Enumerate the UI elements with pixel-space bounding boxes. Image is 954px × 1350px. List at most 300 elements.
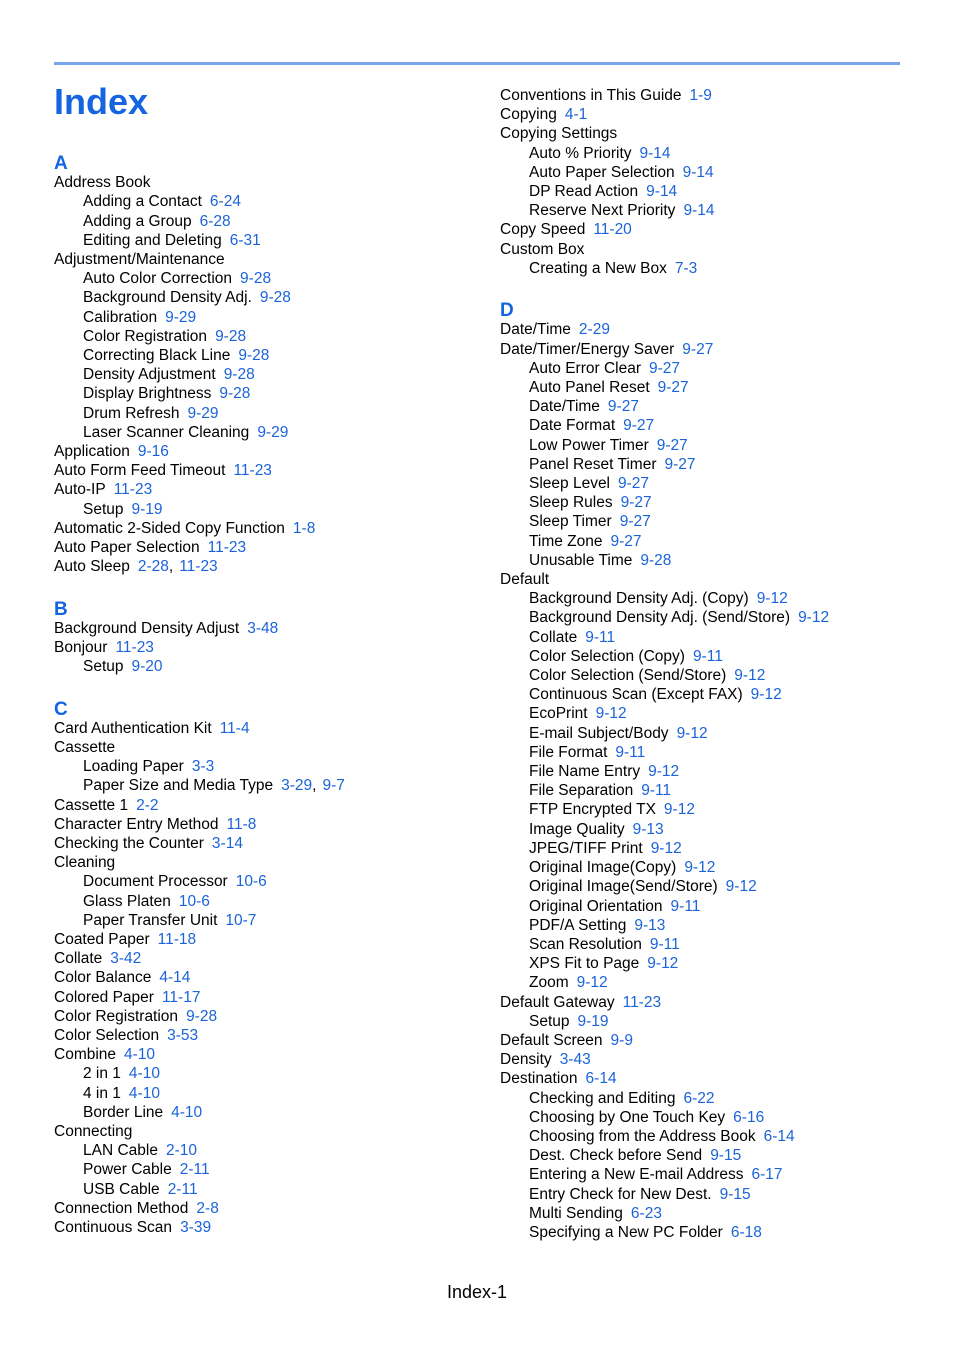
page-reference-link[interactable]: 9-14	[683, 202, 715, 220]
index-term: Background Density Adj. (Copy)	[529, 590, 749, 608]
page-reference-link[interactable]: 9-12	[798, 609, 830, 627]
index-term: USB Cable	[83, 1180, 160, 1198]
page-reference-link[interactable]: 9-27	[607, 398, 639, 416]
index-entry	[54, 834, 474, 853]
index-term: Adding a Group	[83, 212, 192, 230]
index-entry	[500, 86, 920, 105]
index-term: Application	[54, 443, 130, 461]
index-term: Calibration	[83, 308, 158, 326]
index-term: Default Gateway	[500, 993, 615, 1011]
index-term: PDF/A Setting	[529, 916, 627, 934]
index-term: Multi Sending	[529, 1204, 623, 1222]
index-entry	[54, 796, 474, 815]
page-reference-link[interactable]: 11-18	[157, 931, 197, 949]
index-subentry	[500, 493, 920, 512]
index-term: Density Adjustment	[83, 366, 216, 384]
index-term: Auto Form Feed Timeout	[54, 462, 226, 480]
index-term: Custom Box	[500, 240, 585, 258]
index-subentry	[54, 872, 474, 891]
page-reference-link[interactable]: 9-14	[682, 163, 714, 181]
page-reference-link[interactable]: 9-12	[684, 859, 716, 877]
index-term: Density	[500, 1051, 552, 1069]
index-term: Background Density Adjust	[54, 619, 240, 637]
index-term: Color Selection (Copy)	[529, 647, 685, 665]
index-entry	[500, 105, 920, 124]
index-entry	[500, 220, 920, 239]
index-subentry	[54, 231, 474, 250]
index-entry	[54, 930, 474, 949]
index-subentry	[500, 781, 920, 800]
page-reference-link[interactable]: 9-27	[648, 359, 681, 377]
page-reference-link[interactable]: 3-29	[281, 777, 313, 795]
section-gap	[54, 576, 474, 595]
index-term: Auto-IP	[54, 481, 106, 499]
index-term: Reserve Next Priority	[529, 202, 676, 220]
index-subentry	[500, 628, 920, 647]
index-entry	[54, 557, 474, 576]
page-reference-link[interactable]: 11-8	[226, 815, 257, 833]
index-term: Sleep Level	[529, 475, 611, 493]
index-term: Auto Error Clear	[529, 359, 641, 377]
index-letter-heading: D	[500, 300, 514, 322]
page-reference-link[interactable]: 9-7	[322, 777, 345, 795]
index-term: Setup	[83, 658, 124, 676]
page-reference-link[interactable]: 9-28	[186, 1007, 218, 1025]
page-reference-link[interactable]: 6-31	[229, 231, 261, 249]
page-reference-link[interactable]: 9-12	[756, 590, 788, 608]
index-term: Copying Settings	[500, 125, 618, 143]
index-term: Editing and Deleting	[83, 231, 222, 249]
index-term: XPS Fit to Page	[529, 955, 640, 973]
index-term: DP Read Action	[529, 183, 639, 201]
page-reference-link[interactable]: 7-3	[674, 259, 698, 277]
index-entry	[54, 538, 474, 557]
page-reference-link[interactable]: 9-20	[131, 658, 163, 676]
page-reference-link[interactable]: 11-20	[593, 221, 632, 239]
index-entry	[54, 250, 474, 269]
index-entry	[500, 240, 920, 259]
index-letter-heading: B	[54, 598, 68, 620]
index-term: Original Image(Send/Store)	[529, 878, 718, 896]
index-entry	[500, 993, 920, 1012]
index-subentry	[54, 1141, 474, 1160]
index-subentry	[54, 1064, 474, 1083]
page-reference-link[interactable]: 10-7	[225, 911, 257, 929]
index-subentry	[54, 1103, 474, 1122]
index-subentry	[500, 259, 920, 278]
index-subentry	[500, 589, 920, 608]
page-reference-link[interactable]: 9-27	[619, 513, 651, 531]
index-subentry	[54, 911, 474, 930]
index-term: Setup	[529, 1012, 570, 1030]
index-letter-heading: C	[54, 698, 68, 720]
index-subentry	[54, 327, 474, 346]
index-term: Date/Time	[529, 398, 600, 416]
index-entry	[54, 853, 474, 872]
page-reference-link[interactable]: 4-14	[159, 969, 191, 987]
index-entry	[54, 968, 474, 987]
page-reference-link[interactable]: 2-2	[136, 796, 159, 814]
index-term: Checking the Counter	[54, 835, 204, 853]
page-reference-link[interactable]: 6-18	[730, 1223, 762, 1241]
page-reference-link[interactable]: 10-6	[235, 873, 267, 891]
page-reference-link[interactable]: 9-12	[725, 878, 757, 896]
index-term: Conventions in This Guide	[500, 87, 682, 104]
page-ref-separator: ,	[168, 558, 174, 576]
index-subentry	[500, 1108, 920, 1127]
page-reference-link[interactable]: 9-11	[692, 647, 723, 665]
index-subentry	[500, 647, 920, 666]
index-subentry	[500, 762, 920, 781]
page-reference-link[interactable]: 3-53	[167, 1027, 199, 1045]
index-term: Paper Transfer Unit	[83, 911, 218, 929]
page-reference-link[interactable]: 11-23	[113, 481, 153, 499]
index-subentry	[500, 1165, 920, 1184]
page-reference-link[interactable]: 9-28	[223, 366, 255, 384]
index-term: Paper Size and Media Type	[83, 777, 274, 795]
page-ref-separator: ,	[312, 777, 317, 795]
index-term: Sleep Timer	[529, 513, 612, 531]
page-reference-link[interactable]: 9-14	[646, 183, 678, 201]
index-term: Scan Resolution	[529, 935, 642, 953]
page-reference-link[interactable]: 9-12	[650, 839, 682, 857]
index-term: Color Registration	[83, 327, 208, 345]
index-term: Loading Paper	[83, 758, 184, 776]
index-term: Original Image(Copy)	[529, 859, 677, 877]
page-reference-link[interactable]: 9-14	[639, 144, 671, 162]
index-subentry	[54, 192, 474, 211]
index-subentry	[500, 551, 920, 570]
index-subentry	[54, 404, 474, 423]
index-entry	[54, 480, 474, 499]
index-entry	[54, 719, 474, 738]
page-reference-link[interactable]: 6-22	[683, 1089, 715, 1107]
index-term: Specifying a New PC Folder	[529, 1223, 723, 1241]
page-reference-link[interactable]: 9-27	[618, 475, 650, 493]
index-term: Default	[500, 571, 550, 589]
page-reference-link[interactable]: 9-27	[657, 379, 689, 397]
section-gap	[54, 676, 474, 695]
index-term: Drum Refresh	[83, 404, 180, 422]
index-term: Automatic 2-Sided Copy Function	[54, 519, 285, 537]
page-reference-link[interactable]: 9-29	[165, 308, 197, 326]
index-entry	[500, 1050, 920, 1069]
index-subentry	[500, 397, 920, 416]
page-reference-link[interactable]: 9-28	[640, 551, 672, 569]
index-term: LAN Cable	[83, 1142, 158, 1160]
page-reference-link[interactable]: 9-27	[610, 532, 642, 550]
page-reference-link[interactable]: 9-12	[663, 801, 695, 819]
index-subentry	[54, 346, 474, 365]
index-entry	[54, 638, 474, 657]
page-reference-link[interactable]: 9-11	[670, 897, 701, 915]
index-term: Coated Paper	[54, 931, 150, 949]
index-subentry	[54, 500, 474, 519]
page-reference-link[interactable]: 9-29	[257, 423, 289, 441]
index-term: Bonjour	[54, 639, 108, 657]
page-reference-link[interactable]: 9-13	[632, 820, 664, 838]
index-subentry	[500, 1127, 920, 1146]
index-subentry	[54, 269, 474, 288]
index-term: Display Brightness	[83, 385, 212, 403]
index-entry	[500, 1069, 920, 1088]
index-subentry	[54, 1084, 474, 1103]
index-subentry	[500, 1204, 920, 1223]
page-reference-link[interactable]: 9-27	[656, 436, 688, 454]
page-reference-link[interactable]: 9-19	[131, 500, 163, 518]
index-term: 2 in 1	[83, 1065, 121, 1083]
index-subentry	[54, 1160, 474, 1179]
index-entry	[54, 1007, 474, 1026]
index-term: Default Screen	[500, 1031, 603, 1049]
index-subentry	[500, 800, 920, 819]
page-reference-link[interactable]: 9-29	[187, 404, 219, 422]
index-term: Date/Timer/Energy Saver	[500, 340, 675, 358]
index-subentry	[500, 935, 920, 954]
page-reference-link[interactable]: 9-12	[595, 705, 627, 723]
index-term: Auto Panel Reset	[529, 379, 650, 397]
index-subentry	[500, 163, 920, 182]
index-subentry	[500, 532, 920, 551]
index-term: E-mail Subject/Body	[529, 724, 669, 742]
page-reference-link[interactable]: 11-23	[233, 462, 272, 480]
index-term: Auto % Priority	[529, 144, 632, 162]
index-entry	[54, 1199, 474, 1218]
page-reference-link[interactable]: 10-6	[178, 892, 210, 910]
page-reference-link[interactable]: 6-17	[751, 1166, 783, 1184]
index-subentry	[54, 423, 474, 442]
page-reference-link[interactable]: 9-15	[710, 1147, 742, 1165]
index-subentry	[500, 685, 920, 704]
index-term: Collate	[529, 628, 578, 646]
index-term: Card Authentication Kit	[54, 719, 212, 737]
index-term: Sleep Rules	[529, 494, 613, 512]
page-reference-link[interactable]: 9-12	[647, 955, 679, 973]
index-term: Auto Sleep	[54, 558, 130, 576]
page-reference-link[interactable]: 4-1	[564, 106, 588, 124]
page-reference-link[interactable]: 9-11	[615, 743, 646, 761]
index-subentry	[500, 455, 920, 474]
page-reference-link[interactable]: 11-23	[622, 993, 662, 1011]
page-reference-link[interactable]: 9-27	[623, 417, 655, 435]
index-subentry	[500, 973, 920, 992]
index-term: Color Balance	[54, 969, 152, 987]
page-reference-link[interactable]: 9-12	[576, 974, 608, 992]
index-term: Connecting	[54, 1123, 133, 1141]
index-entry	[54, 1045, 474, 1064]
index-term: Date/Time	[500, 321, 571, 339]
page-reference-link[interactable]: 9-16	[137, 443, 169, 461]
page-reference-link[interactable]: 2-10	[165, 1142, 197, 1160]
index-term: File Name Entry	[529, 763, 641, 781]
index-term: Colored Paper	[54, 988, 154, 1006]
index-subentry	[500, 1146, 920, 1165]
index-term: Cleaning	[54, 854, 116, 872]
index-subentry	[54, 212, 474, 231]
page-reference-link[interactable]: 3-14	[211, 835, 243, 853]
index-term: Address Book	[54, 174, 151, 192]
page-reference-link[interactable]: 11-23	[207, 539, 247, 557]
index-term: Background Density Adj.	[83, 289, 252, 307]
index-subentry	[500, 416, 920, 435]
index-term: Combine	[54, 1046, 117, 1064]
index-entry	[54, 461, 474, 480]
index-subentry	[500, 1223, 920, 1242]
page-reference-link[interactable]: 9-12	[676, 724, 708, 742]
index-subentry	[500, 704, 920, 723]
page-reference-link[interactable]: 9-27	[664, 455, 696, 473]
index-term: Correcting Black Line	[83, 347, 231, 365]
index-term: Laser Scanner Cleaning	[83, 423, 250, 441]
index-subentry	[54, 892, 474, 911]
index-term: Character Entry Method	[54, 815, 219, 833]
index-subentry	[500, 359, 920, 378]
page-reference-link[interactable]: 3-42	[110, 950, 142, 968]
page-reference-link[interactable]: 2-11	[167, 1180, 198, 1198]
section-gap	[500, 278, 920, 297]
index-entry	[54, 519, 474, 538]
index-term: Color Selection (Send/Store)	[529, 667, 727, 685]
page-reference-link[interactable]: 11-23	[179, 558, 218, 576]
page-title: Index	[54, 81, 149, 122]
index-entry	[54, 815, 474, 834]
page-reference-link[interactable]: 2-29	[578, 321, 610, 339]
page-reference-link[interactable]: 3-43	[559, 1051, 591, 1069]
index-term: Setup	[83, 500, 124, 518]
index-entry	[500, 124, 920, 143]
page-reference-link[interactable]: 9-9	[610, 1031, 633, 1049]
index-term: Panel Reset Timer	[529, 455, 657, 473]
page-reference-link[interactable]: 2-11	[179, 1161, 210, 1179]
index-term: Choosing by One Touch Key	[529, 1108, 726, 1126]
page-reference-link[interactable]: 3-48	[247, 619, 279, 637]
page-reference-link[interactable]: 6-23	[630, 1204, 662, 1222]
index-term: Auto Paper Selection	[54, 539, 200, 557]
page-reference-link[interactable]: 9-19	[577, 1012, 609, 1030]
index-term: Checking and Editing	[529, 1089, 676, 1107]
page-reference-link[interactable]: 9-12	[648, 763, 680, 781]
page-reference-link[interactable]: 3-3	[191, 758, 215, 776]
page-reference-link[interactable]: 9-13	[634, 916, 666, 934]
index-subentry	[500, 839, 920, 858]
index-term: Continuous Scan	[54, 1219, 173, 1237]
page-reference-link[interactable]: 4-10	[128, 1084, 160, 1102]
index-term: Zoom	[529, 974, 569, 992]
page-reference-link[interactable]: 9-28	[238, 347, 270, 365]
index-term: Connection Method	[54, 1199, 189, 1217]
index-subentry	[500, 666, 920, 685]
index-subentry	[500, 378, 920, 397]
index-letter-heading: A	[54, 153, 68, 174]
index-entry	[54, 1122, 474, 1141]
index-subentry	[500, 144, 920, 163]
index-entry	[54, 1218, 474, 1237]
page-reference-link[interactable]: 11-17	[161, 988, 201, 1006]
index-term: FTP Encrypted TX	[529, 801, 656, 819]
page-reference-link[interactable]: 11-23	[115, 639, 154, 657]
page-reference-link[interactable]: 6-14	[763, 1127, 795, 1145]
index-entry	[500, 570, 920, 589]
index-term: Date Format	[529, 417, 616, 435]
index-subentry	[500, 1089, 920, 1108]
index-subentry	[500, 182, 920, 201]
index-subentry	[500, 897, 920, 916]
index-subentry	[500, 608, 920, 627]
index-subentry	[500, 201, 920, 220]
page-reference-link[interactable]: 9-28	[219, 385, 251, 403]
index-term: Collate	[54, 950, 103, 968]
index-term: Copy Speed	[500, 221, 586, 239]
index-subentry	[54, 757, 474, 776]
index-entry	[500, 1031, 920, 1050]
page-reference-link[interactable]: 9-28	[240, 270, 272, 288]
page-reference-link[interactable]: 9-12	[750, 686, 782, 704]
page-reference-link[interactable]: 2-28	[137, 558, 169, 576]
index-subentry	[54, 365, 474, 384]
page-reference-link[interactable]: 3-39	[180, 1219, 212, 1237]
index-subentry	[500, 512, 920, 531]
page-reference-link[interactable]: 9-28	[259, 289, 291, 307]
page-reference-link[interactable]: 1-8	[292, 519, 316, 537]
page-reference-link[interactable]: 1-9	[689, 87, 712, 104]
page-reference-link[interactable]: 11-4	[219, 719, 250, 737]
index-subentry	[54, 1180, 474, 1199]
page-reference-link[interactable]: 4-10	[128, 1065, 160, 1083]
index-entry	[54, 1026, 474, 1045]
page-reference-link[interactable]: 6-28	[199, 212, 231, 230]
page-reference-link[interactable]: 6-16	[733, 1108, 765, 1126]
page-reference-link[interactable]: 6-24	[209, 193, 241, 211]
index-subentry	[500, 858, 920, 877]
index-term: Original Orientation	[529, 897, 663, 915]
page-reference-link[interactable]: 6-14	[585, 1070, 617, 1088]
index-term: EcoPrint	[529, 705, 588, 723]
page-reference-link[interactable]: 9-28	[215, 327, 247, 345]
index-term: Adjustment/Maintenance	[54, 251, 225, 268]
index-term: Entering a New E-mail Address	[529, 1166, 744, 1184]
page-reference-link[interactable]: 4-10	[171, 1103, 203, 1121]
page-reference-link[interactable]: 9-11	[641, 782, 672, 800]
index-subentry	[500, 877, 920, 896]
index-term: Glass Platen	[83, 892, 171, 910]
page-reference-link[interactable]: 9-11	[585, 628, 616, 646]
index-subentry	[54, 384, 474, 403]
page-reference-link[interactable]: 9-11	[649, 935, 680, 953]
index-entry	[500, 340, 920, 359]
page-reference-link[interactable]: 9-27	[682, 340, 714, 358]
index-term: Copying	[500, 106, 557, 124]
index-entry	[500, 320, 920, 339]
page-reference-link[interactable]: 9-12	[734, 667, 766, 685]
page-reference-link[interactable]: 9-27	[620, 494, 652, 512]
index-term: File Separation	[529, 782, 634, 800]
index-subentry	[54, 657, 474, 676]
page-reference-link[interactable]: 2-8	[196, 1199, 219, 1217]
index-entry	[54, 949, 474, 968]
index-term: Color Registration	[54, 1007, 179, 1025]
index-subentry	[500, 820, 920, 839]
index-entry	[54, 442, 474, 461]
page-reference-link[interactable]: 4-10	[124, 1046, 156, 1064]
index-term: Continuous Scan (Except FAX)	[529, 686, 743, 704]
index-term: Color Selection	[54, 1027, 160, 1045]
index-term: Unusable Time	[529, 551, 633, 569]
index-subentry	[500, 954, 920, 973]
index-entry	[54, 173, 474, 192]
header-rule	[54, 62, 900, 65]
page-reference-link[interactable]: 9-15	[719, 1185, 751, 1203]
index-term: Cassette	[54, 739, 116, 757]
